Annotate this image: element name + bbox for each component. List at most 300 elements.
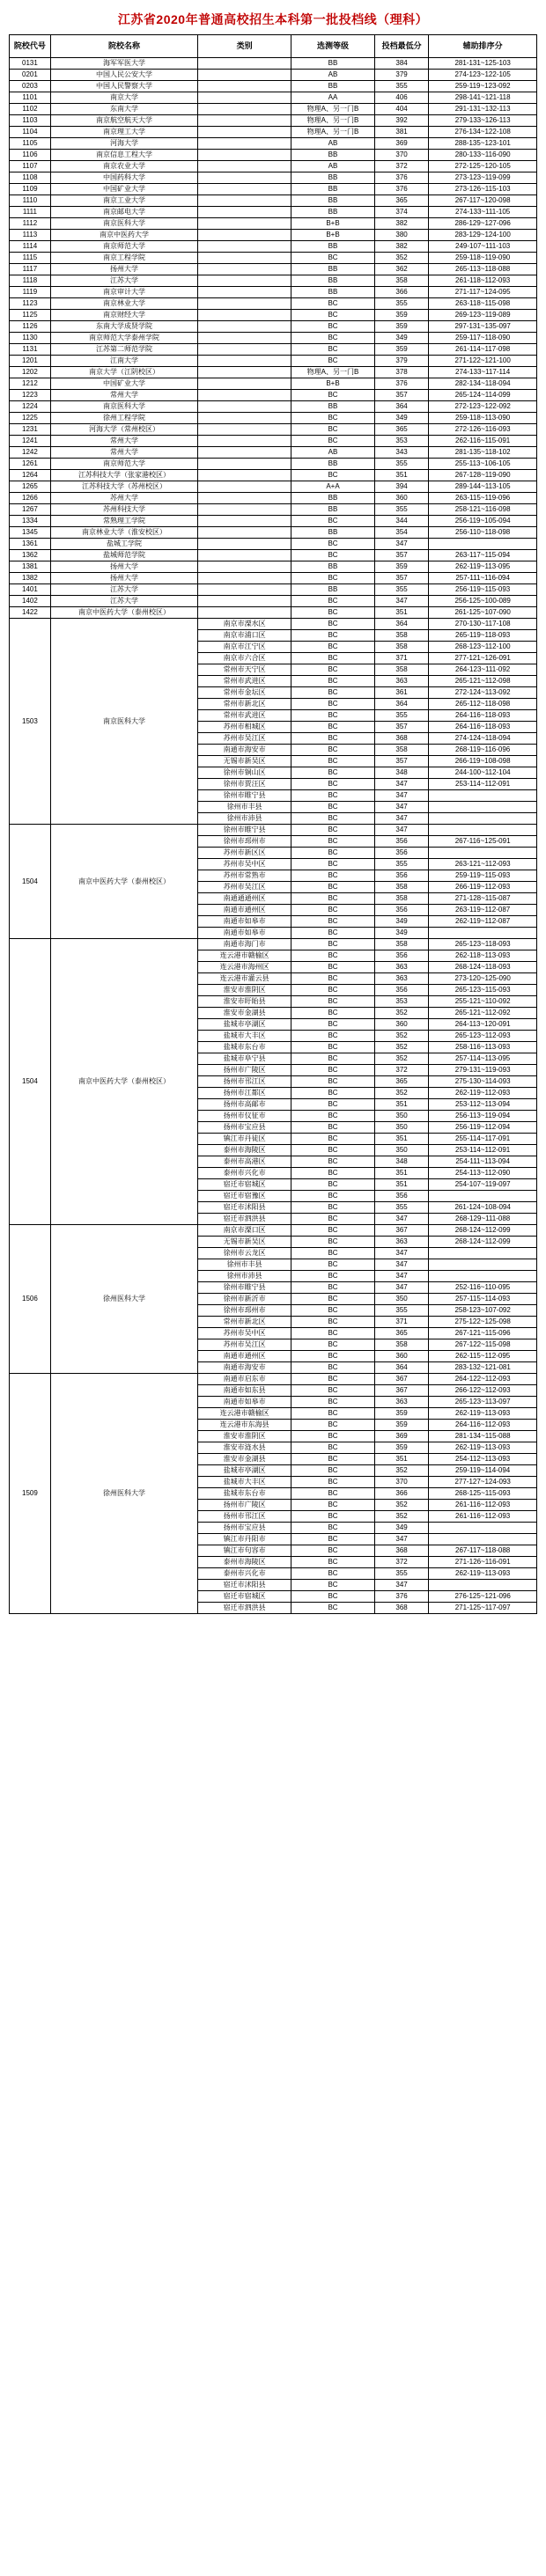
cell-code: 1223 <box>10 390 51 401</box>
cell-selection-grade: BC <box>291 1145 375 1156</box>
cell-min-score: 379 <box>374 356 428 367</box>
cell-selection-grade: BC <box>291 1523 375 1534</box>
cell-type: 徐州市云龙区 <box>198 1248 291 1259</box>
cell-school-name: 扬州大学 <box>50 573 197 584</box>
cell-aux-score: 255-113~106-105 <box>429 459 537 470</box>
cell-type: 扬州市邗江区 <box>198 1511 291 1523</box>
cell-aux-score: 249-107~111-103 <box>429 241 537 253</box>
cell-school-name: 河海大学 <box>50 138 197 150</box>
cell-aux-score: 258-123~107-092 <box>429 1305 537 1317</box>
cell-min-score: 372 <box>374 1557 428 1568</box>
cell-min-score: 358 <box>374 630 428 642</box>
cell-selection-grade: BC <box>291 436 375 447</box>
table-row <box>10 401 537 413</box>
cell-min-score: 349 <box>374 333 428 344</box>
cell-type <box>198 115 291 127</box>
table-row <box>10 230 537 241</box>
cell-code: 1115 <box>10 253 51 264</box>
cell-type <box>198 390 291 401</box>
cell-code: 1101 <box>10 92 51 104</box>
cell-aux-score: 282-134~118-094 <box>429 378 537 390</box>
cell-selection-grade: BC <box>291 607 375 619</box>
cell-type: 镇江市丹徒区 <box>198 1134 291 1145</box>
cell-min-score: 394 <box>374 481 428 493</box>
table-row <box>10 1374 537 1385</box>
cell-selection-grade: BC <box>291 653 375 664</box>
cell-min-score: 351 <box>374 1099 428 1111</box>
cell-min-score: 364 <box>374 1362 428 1374</box>
cell-selection-grade: BB <box>291 195 375 207</box>
cell-selection-grade: BC <box>291 1431 375 1442</box>
cell-min-score: 367 <box>374 1374 428 1385</box>
cell-type <box>198 138 291 150</box>
cell-selection-grade: BC <box>291 333 375 344</box>
cell-min-score: 365 <box>374 1328 428 1339</box>
cell-selection-grade: BC <box>291 1603 375 1614</box>
cell-aux-score: 265-123~113-097 <box>429 1397 537 1408</box>
cell-min-score: 376 <box>374 378 428 390</box>
cell-min-score: 404 <box>374 104 428 115</box>
cell-aux-score: 261-116~112-093 <box>429 1500 537 1511</box>
cell-selection-grade: BC <box>291 767 375 779</box>
cell-school-name: 中国人民公安大学 <box>50 70 197 81</box>
cell-min-score: 355 <box>374 1305 428 1317</box>
cell-aux-score: 256-119~112-094 <box>429 1122 537 1134</box>
cell-code: 1106 <box>10 150 51 161</box>
cell-selection-grade: BC <box>291 1042 375 1053</box>
cell-min-score: 364 <box>374 401 428 413</box>
cell-aux-score: 275-122~125-098 <box>429 1317 537 1328</box>
cell-selection-grade: BC <box>291 573 375 584</box>
table-row <box>10 253 537 264</box>
cell-code: 1107 <box>10 161 51 172</box>
cell-min-score: 347 <box>374 539 428 550</box>
cell-type: 淮安市淮阴区 <box>198 985 291 996</box>
cell-min-score: 376 <box>374 172 428 184</box>
cell-selection-grade: 物理A、另一门B <box>291 115 375 127</box>
cell-selection-grade: BC <box>291 1191 375 1202</box>
cell-min-score: 380 <box>374 230 428 241</box>
cell-min-score: 347 <box>374 596 428 607</box>
cell-min-score: 356 <box>374 836 428 848</box>
table-row <box>10 298 537 310</box>
cell-code: 1224 <box>10 401 51 413</box>
cell-min-score: 382 <box>374 218 428 230</box>
cell-aux-score: 288-135~123-101 <box>429 138 537 150</box>
cell-code: 1231 <box>10 424 51 436</box>
table-row <box>10 81 537 92</box>
cell-aux-score: 259-119~115-093 <box>429 870 537 882</box>
cell-type: 宿迁市宿豫区 <box>198 1191 291 1202</box>
table-row <box>10 459 537 470</box>
cell-type <box>198 504 291 516</box>
table-row <box>10 92 537 104</box>
cell-school-name: 常州大学 <box>50 447 197 459</box>
cell-selection-grade: BC <box>291 550 375 561</box>
cell-min-score: 350 <box>374 1145 428 1156</box>
cell-aux-score: 275-130~114-093 <box>429 1076 537 1088</box>
cell-min-score: 356 <box>374 1191 428 1202</box>
cell-min-score: 359 <box>374 1408 428 1420</box>
cell-aux-score: 264-113~120-091 <box>429 1019 537 1031</box>
cell-selection-grade: BC <box>291 1420 375 1431</box>
cell-selection-grade: B+B <box>291 218 375 230</box>
cell-min-score: 351 <box>374 1168 428 1179</box>
cell-type: 泰州市海陵区 <box>198 1145 291 1156</box>
cell-selection-grade: BB <box>291 81 375 92</box>
cell-selection-grade: BC <box>291 1168 375 1179</box>
cell-aux-score: 255-121~110-092 <box>429 996 537 1008</box>
cell-min-score: 367 <box>374 1225 428 1237</box>
table-row <box>10 207 537 218</box>
cell-type <box>198 184 291 195</box>
cell-min-score: 350 <box>374 1294 428 1305</box>
cell-code: 1104 <box>10 127 51 138</box>
cell-school-name: 常熟理工学院 <box>50 516 197 527</box>
cell-aux-score: 262-119~112-087 <box>429 916 537 928</box>
table-row <box>10 561 537 573</box>
table-row <box>10 321 537 333</box>
table-row <box>10 584 537 596</box>
cell-selection-grade: BC <box>291 687 375 699</box>
cell-aux-score: 262-116~115-091 <box>429 436 537 447</box>
cell-min-score: 358 <box>374 275 428 287</box>
cell-min-score: 347 <box>374 1214 428 1225</box>
cell-aux-score: 298-141~121-118 <box>429 92 537 104</box>
cell-aux-score: 261-114~117-098 <box>429 344 537 356</box>
table-row <box>10 127 537 138</box>
cell-type: 连云港市东海县 <box>198 1420 291 1431</box>
cell-selection-grade: BB <box>291 172 375 184</box>
cell-selection-grade: BC <box>291 1202 375 1214</box>
cell-type <box>198 573 291 584</box>
page-title: 江苏省2020年普通高校招生本科第一批投档线（理科） <box>117 12 429 26</box>
cell-selection-grade: BC <box>291 1545 375 1557</box>
cell-min-score: 366 <box>374 1488 428 1500</box>
cell-school-name: 南京师范大学 <box>50 459 197 470</box>
cell-school-name: 南京财经大学 <box>50 310 197 321</box>
cell-type: 镇江市丹阳市 <box>198 1534 291 1545</box>
cell-selection-grade: 物理A、另一门B <box>291 367 375 378</box>
cell-code: 1402 <box>10 596 51 607</box>
cell-code: 1382 <box>10 573 51 584</box>
cell-selection-grade: BC <box>291 939 375 950</box>
cell-aux-score: 265-123~112-093 <box>429 1031 537 1042</box>
cell-type: 徐州市沛县 <box>198 1271 291 1282</box>
cell-selection-grade: BB <box>291 264 375 275</box>
cell-aux-score <box>429 1271 537 1282</box>
cell-aux-score: 256-113~119-094 <box>429 1111 537 1122</box>
cell-selection-grade: BB <box>291 58 375 70</box>
cell-aux-score: 272-124~113-092 <box>429 687 537 699</box>
cell-aux-score: 280-133~116-090 <box>429 150 537 161</box>
cell-aux-score: 276-134~122-108 <box>429 127 537 138</box>
cell-aux-score: 257-111~116-094 <box>429 573 537 584</box>
cell-type <box>198 127 291 138</box>
cell-min-score: 363 <box>374 676 428 687</box>
cell-aux-score: 279-131~119-093 <box>429 1065 537 1076</box>
cell-selection-grade: 物理A、另一门B <box>291 127 375 138</box>
table-row <box>10 390 537 401</box>
cell-min-score: 363 <box>374 962 428 973</box>
cell-aux-score: 271-126~116-091 <box>429 1557 537 1568</box>
cell-type <box>198 161 291 172</box>
cell-selection-grade: BC <box>291 1500 375 1511</box>
cell-school-name: 徐州医科大学 <box>50 1374 197 1614</box>
cell-min-score: 370 <box>374 1477 428 1488</box>
cell-code: 0201 <box>10 70 51 81</box>
cell-aux-score: 267-128~119-090 <box>429 470 537 481</box>
cell-aux-score: 268-124~112-099 <box>429 1225 537 1237</box>
cell-selection-grade: BC <box>291 802 375 813</box>
cell-aux-score: 259-119~114-094 <box>429 1465 537 1477</box>
cell-min-score: 356 <box>374 985 428 996</box>
cell-aux-score: 283-132~121-081 <box>429 1362 537 1374</box>
cell-type: 连云港市海州区 <box>198 962 291 973</box>
cell-school-name: 南京理工大学 <box>50 127 197 138</box>
cell-aux-score: 262-118~113-093 <box>429 950 537 962</box>
cell-aux-score: 262-119~113-093 <box>429 1408 537 1420</box>
table-row <box>10 310 537 321</box>
cell-type: 南京市溧口区 <box>198 1225 291 1237</box>
table-row <box>10 573 537 584</box>
cell-type: 淮安市涟水县 <box>198 1442 291 1454</box>
cell-selection-grade: BB <box>291 527 375 539</box>
cell-school-name: 江南大学 <box>50 356 197 367</box>
cell-school-name: 江苏科技大学（苏州校区） <box>50 481 197 493</box>
cell-school-name: 徐州工程学院 <box>50 413 197 424</box>
cell-min-score: 359 <box>374 561 428 573</box>
cell-selection-grade: BC <box>291 1568 375 1580</box>
cell-min-score: 344 <box>374 516 428 527</box>
cell-aux-score: 266-119~108-098 <box>429 756 537 767</box>
cell-selection-grade: BC <box>291 882 375 893</box>
cell-code: 1123 <box>10 298 51 310</box>
cell-type: 常州市天宁区 <box>198 664 291 676</box>
cell-aux-score: 267-117~120-098 <box>429 195 537 207</box>
cell-aux-score: 271-125~117-097 <box>429 1603 537 1614</box>
cell-school-name: 南京大学 <box>50 92 197 104</box>
cell-aux-score: 274-124~118-094 <box>429 733 537 745</box>
cell-selection-grade: BC <box>291 1019 375 1031</box>
cell-aux-score: 263-115~119-096 <box>429 493 537 504</box>
cell-min-score: 356 <box>374 950 428 962</box>
cell-type <box>198 356 291 367</box>
cell-selection-grade: BC <box>291 1122 375 1134</box>
cell-type: 无锡市新吴区 <box>198 1237 291 1248</box>
cell-min-score: 351 <box>374 607 428 619</box>
table-row <box>10 356 537 367</box>
cell-min-score: 364 <box>374 619 428 630</box>
cell-min-score: 371 <box>374 1317 428 1328</box>
cell-type <box>198 424 291 436</box>
cell-selection-grade: BB <box>291 184 375 195</box>
cell-aux-score: 254-113~112-090 <box>429 1168 537 1179</box>
cell-type: 盐城市东台市 <box>198 1488 291 1500</box>
cell-min-score: 352 <box>374 1500 428 1511</box>
cell-min-score: 359 <box>374 321 428 333</box>
cell-code: 1131 <box>10 344 51 356</box>
table-row <box>10 287 537 298</box>
cell-type <box>198 607 291 619</box>
cell-min-score: 365 <box>374 1076 428 1088</box>
table-row <box>10 825 537 836</box>
cell-aux-score <box>429 848 537 859</box>
cell-type: 扬州市江都区 <box>198 1088 291 1099</box>
cell-type: 连云港市灌云县 <box>198 973 291 985</box>
cell-min-score: 363 <box>374 1237 428 1248</box>
cell-type: 南通通通州区 <box>198 893 291 905</box>
cell-code: 1506 <box>10 1225 51 1374</box>
cell-code: 1362 <box>10 550 51 561</box>
cell-selection-grade: BB <box>291 584 375 596</box>
cell-school-name: 中国矿业大学 <box>50 378 197 390</box>
cell-aux-score <box>429 1259 537 1271</box>
cell-code: 1125 <box>10 310 51 321</box>
cell-min-score: 349 <box>374 413 428 424</box>
cell-type <box>198 516 291 527</box>
cell-selection-grade: BC <box>291 1317 375 1328</box>
cell-min-score: 358 <box>374 642 428 653</box>
cell-school-name: 海军军医大学 <box>50 58 197 70</box>
cell-type: 南通市海安市 <box>198 745 291 756</box>
cell-code: 1241 <box>10 436 51 447</box>
cell-aux-score: 281-135~118-102 <box>429 447 537 459</box>
cell-min-score: 392 <box>374 115 428 127</box>
cell-type: 宿迁市宿城区 <box>198 1591 291 1603</box>
cell-selection-grade: BC <box>291 928 375 939</box>
cell-school-name: 江苏大学 <box>50 275 197 287</box>
cell-type <box>198 150 291 161</box>
cell-school-name: 江苏科技大学（张家港校区） <box>50 470 197 481</box>
cell-selection-grade: BC <box>291 1397 375 1408</box>
cell-selection-grade: BC <box>291 1065 375 1076</box>
cell-selection-grade: BC <box>291 424 375 436</box>
cell-aux-score <box>429 802 537 813</box>
cell-type <box>198 70 291 81</box>
cell-selection-grade: BC <box>291 1408 375 1420</box>
cell-type <box>198 436 291 447</box>
cell-type: 常州市武进区 <box>198 676 291 687</box>
cell-type <box>198 241 291 253</box>
table-row <box>10 539 537 550</box>
table-row <box>10 481 537 493</box>
cell-school-name: 扬州大学 <box>50 264 197 275</box>
cell-school-name: 中国矿业大学 <box>50 184 197 195</box>
cell-type: 淮安市金湖县 <box>198 1454 291 1465</box>
cell-aux-score <box>429 1534 537 1545</box>
cell-aux-score: 258-116~113-093 <box>429 1042 537 1053</box>
cell-min-score: 358 <box>374 882 428 893</box>
cell-min-score: 360 <box>374 493 428 504</box>
cell-type: 苏州市吴江区 <box>198 882 291 893</box>
table-row <box>10 70 537 81</box>
cell-min-score: 363 <box>374 973 428 985</box>
table-row <box>10 195 537 207</box>
cell-code: 1118 <box>10 275 51 287</box>
cell-type: 苏州市吴江区 <box>198 733 291 745</box>
cell-aux-score: 281-134~115-088 <box>429 1431 537 1442</box>
cell-min-score: 381 <box>374 127 428 138</box>
cell-school-name: 南京中医药大学（泰州校区） <box>50 825 197 939</box>
cell-min-score: 360 <box>374 1351 428 1362</box>
cell-type: 宿迁市沭阳县 <box>198 1202 291 1214</box>
cell-min-score: 347 <box>374 1259 428 1271</box>
cell-aux-score: 268-129~111-088 <box>429 1214 537 1225</box>
cell-type <box>198 321 291 333</box>
cell-school-name: 南京林业大学（淮安校区） <box>50 527 197 539</box>
cell-school-name: 东南大学成贤学院 <box>50 321 197 333</box>
cell-aux-score: 256-110~118-098 <box>429 527 537 539</box>
header-name: 院校名称 <box>50 35 197 58</box>
cell-aux-score: 259-117~118-090 <box>429 333 537 344</box>
cell-code: 1264 <box>10 470 51 481</box>
cell-school-name: 南京审计大学 <box>50 287 197 298</box>
cell-code: 1267 <box>10 504 51 516</box>
cell-type: 苏州市常熟市 <box>198 870 291 882</box>
cell-code: 1114 <box>10 241 51 253</box>
header-code: 院校代号 <box>10 35 51 58</box>
cell-type: 常州市新北区 <box>198 699 291 710</box>
cell-min-score: 365 <box>374 195 428 207</box>
cell-aux-score <box>429 539 537 550</box>
cell-aux-score: 272-125~120-105 <box>429 161 537 172</box>
cell-min-score: 347 <box>374 1271 428 1282</box>
cell-type: 苏州市新区区 <box>198 848 291 859</box>
cell-min-score: 355 <box>374 710 428 722</box>
cell-selection-grade: BC <box>291 1271 375 1282</box>
cell-type: 淮安市金湖县 <box>198 1008 291 1019</box>
cell-aux-score <box>429 813 537 825</box>
cell-aux-score: 283-129~124-100 <box>429 230 537 241</box>
cell-min-score: 384 <box>374 58 428 70</box>
cell-type <box>198 253 291 264</box>
cell-type: 徐州市睢宁县 <box>198 825 291 836</box>
cell-school-name: 苏州大学 <box>50 493 197 504</box>
cell-school-name: 南京工程学院 <box>50 253 197 264</box>
cell-school-name: 河海大学（常州校区） <box>50 424 197 436</box>
table-row <box>10 596 537 607</box>
cell-selection-grade: BB <box>291 493 375 504</box>
table-row <box>10 58 537 70</box>
cell-aux-score: 271-122~121-100 <box>429 356 537 367</box>
cell-min-score: 355 <box>374 81 428 92</box>
cell-type: 宿迁市泗洪县 <box>198 1214 291 1225</box>
cell-type <box>198 367 291 378</box>
cell-aux-score: 262-115~112-095 <box>429 1351 537 1362</box>
cell-selection-grade: BC <box>291 893 375 905</box>
cell-min-score: 358 <box>374 664 428 676</box>
cell-type <box>198 413 291 424</box>
cell-selection-grade: BC <box>291 1557 375 1568</box>
cell-code: 1202 <box>10 367 51 378</box>
cell-type: 淮安市盱眙县 <box>198 996 291 1008</box>
cell-type <box>198 447 291 459</box>
admission-score-table <box>9 34 537 1614</box>
cell-min-score: 356 <box>374 870 428 882</box>
cell-type: 扬州市邗江区 <box>198 1076 291 1088</box>
cell-aux-score: 268-123~112-100 <box>429 642 537 653</box>
cell-selection-grade: BC <box>291 1534 375 1545</box>
cell-type: 南通市如皋市 <box>198 928 291 939</box>
cell-selection-grade: BC <box>291 722 375 733</box>
cell-aux-score <box>429 1523 537 1534</box>
cell-code: 1261 <box>10 459 51 470</box>
cell-code: 1401 <box>10 584 51 596</box>
cell-code: 1212 <box>10 378 51 390</box>
cell-aux-score: 263-119~112-087 <box>429 905 537 916</box>
cell-min-score: 366 <box>374 287 428 298</box>
